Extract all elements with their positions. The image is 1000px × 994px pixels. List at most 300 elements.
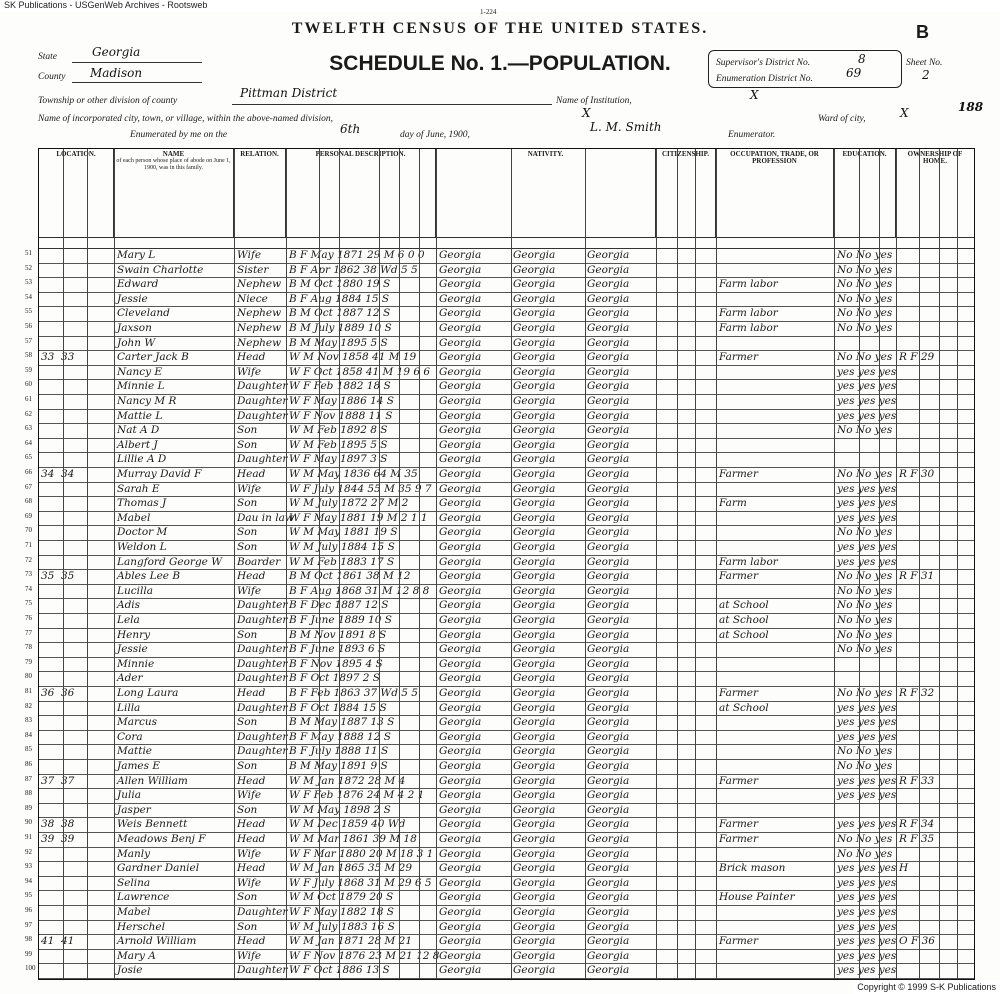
cell-b3: Georgia: [587, 409, 630, 422]
cell-ed: No No yes: [837, 599, 893, 612]
cell-rel: Nephew: [237, 336, 282, 349]
cell-b3: Georgia: [587, 833, 630, 845]
cell-name: Weis Bennett: [117, 818, 188, 831]
enumerated-day: 6th: [340, 122, 361, 136]
cell-name: Jasper: [117, 803, 151, 816]
cell-b3: Georgia: [587, 424, 630, 437]
cell-ed: yes yes yes: [837, 541, 897, 553]
cell-name: Adis: [117, 599, 141, 612]
cell-b2: Georgia: [513, 351, 556, 364]
cell-ed: yes yes yes: [837, 380, 897, 393]
cell-b3: Georgia: [587, 599, 630, 612]
cell-rel: Daughter: [237, 964, 288, 977]
state-line: [72, 62, 202, 63]
supervisor-value: 8: [858, 52, 866, 66]
cell-b3: Georgia: [587, 935, 630, 948]
cell-desc: W M Oct 1879 20 S: [289, 891, 394, 904]
cell-desc: B F Feb 1863 37 Wd 5 5: [289, 687, 418, 699]
line-number: 53: [25, 278, 32, 287]
cell-rel: Daughter: [237, 672, 288, 685]
cell-b2: Georgia: [513, 599, 556, 612]
cell-ed: yes yes yes: [837, 482, 897, 495]
cell-rel: Daughter: [237, 395, 288, 407]
cell-name: Carter Jack B: [117, 351, 189, 364]
cell-b1: Georgia: [439, 774, 482, 787]
cell-name: Lilla: [117, 701, 141, 714]
cell-ed: yes yes yes: [837, 730, 897, 743]
county-line: [72, 82, 202, 83]
cell-fam: 33: [61, 351, 75, 364]
cell-b2: Georgia: [513, 278, 556, 291]
line-number: 74: [25, 584, 32, 593]
cell-ed: yes yes yes: [837, 701, 897, 714]
line-number: 76: [25, 614, 32, 622]
cell-b3: Georgia: [587, 643, 630, 656]
cell-rel: Head: [237, 818, 266, 831]
cell-rel: Head: [237, 570, 266, 583]
line-number: 70: [25, 526, 32, 535]
cell-rel: Sister: [237, 263, 269, 276]
cell-b1: Georgia: [439, 380, 482, 393]
cell-rel: Daughter: [237, 745, 288, 758]
cell-own: R F 33: [899, 774, 935, 787]
line-number: 95: [25, 891, 32, 900]
cell-rel: Son: [237, 424, 258, 437]
cell-b3: Georgia: [587, 307, 630, 320]
cell-desc: W F Feb 1882 18 S: [289, 380, 391, 393]
cell-desc: B F June 1893 6 S: [289, 643, 386, 656]
cell-ed: No No yes: [837, 833, 893, 845]
sheet-label: Sheet No.: [906, 58, 943, 68]
line-number: 100: [25, 964, 36, 973]
cell-b2: Georgia: [513, 336, 556, 349]
cell-b2: Georgia: [513, 409, 556, 422]
cell-own: O F 36: [899, 935, 935, 948]
cell-b3: Georgia: [587, 847, 630, 860]
cell-desc: W M Mar 1861 39 M 18: [289, 833, 417, 845]
cell-dw: 38: [41, 818, 55, 831]
ward-value: X: [900, 106, 909, 120]
census-table: [25, 148, 975, 980]
cell-occ: Farmer: [719, 468, 759, 480]
cell-desc: W M Dec 1859 40 Wd: [289, 818, 406, 831]
cell-b1: Georgia: [439, 891, 482, 904]
line-number: 73: [25, 570, 32, 579]
cell-rel: Head: [237, 862, 266, 875]
cell-occ: Farmer: [719, 687, 759, 699]
cell-b2: Georgia: [513, 307, 556, 320]
cell-ed: yes yes yes: [837, 876, 897, 889]
cell-dw: 41: [41, 935, 55, 948]
cell-b2: Georgia: [513, 453, 556, 466]
cell-name: Mattie L: [117, 409, 163, 422]
cell-b3: Georgia: [587, 774, 630, 787]
cell-name: Nat A D: [117, 424, 160, 437]
cell-b2: Georgia: [513, 833, 556, 845]
cell-desc: W F May 1882 18 S: [289, 906, 394, 918]
cell-b1: Georgia: [439, 365, 482, 378]
cell-desc: W M May 1898 2 S: [289, 803, 391, 816]
cell-b3: Georgia: [587, 906, 630, 918]
ward-label: Ward of city,: [818, 114, 866, 124]
cell-b1: Georgia: [439, 351, 482, 364]
cell-ed: No No yes: [837, 351, 893, 364]
cell-b1: Georgia: [439, 249, 482, 261]
cell-b1: Georgia: [439, 920, 482, 933]
cell-ed: yes yes yes: [837, 774, 897, 787]
column-divider: [419, 149, 420, 979]
cell-b3: Georgia: [587, 380, 630, 393]
cell-b3: Georgia: [587, 862, 630, 875]
cell-own: H: [899, 862, 909, 875]
cell-desc: W M July 1872 27 M 2: [289, 497, 409, 510]
cell-ed: yes yes yes: [837, 511, 897, 524]
cell-b2: Georgia: [513, 395, 556, 407]
cell-name: Arnold William: [117, 935, 197, 948]
cell-occ: at School: [719, 628, 769, 641]
cell-occ: at School: [719, 614, 769, 626]
cell-b1: Georgia: [439, 278, 482, 291]
line-number: 78: [25, 643, 32, 652]
cell-b3: Georgia: [587, 876, 630, 889]
cell-b3: Georgia: [587, 745, 630, 758]
cell-desc: W M Feb 1892 8 S: [289, 424, 388, 437]
name-header: NAME of each person whose place of abode on June 1, 1900, was in this family.: [114, 149, 234, 237]
cell-rel: Wife: [237, 949, 262, 962]
cell-rel: Son: [237, 497, 258, 510]
cell-desc: B M May 1895 5 S: [289, 336, 388, 349]
enumerator-name: L. M. Smith: [590, 120, 662, 134]
cell-dw: 37: [41, 774, 55, 787]
cell-b2: Georgia: [513, 438, 556, 451]
cell-name: Mabel: [117, 511, 151, 524]
cell-name: Albert J: [117, 438, 158, 451]
cell-desc: B F Nov 1895 4 S: [289, 657, 383, 670]
supervisor-label: Supervisor's District No.: [716, 58, 811, 68]
column-divider: [677, 149, 678, 979]
cell-ed: No No yes: [837, 263, 893, 276]
cell-b3: Georgia: [587, 278, 630, 291]
cell-rel: Son: [237, 716, 258, 729]
cell-desc: W M Feb 1883 17 S: [289, 555, 395, 568]
ownership-header: OWNERSHIP OF HOME.: [907, 150, 963, 165]
nativity-header: NATIVITY.: [436, 149, 656, 237]
cell-desc: W F July 1868 31 M 29 6 5: [289, 876, 432, 889]
cell-desc: B M July 1889 10 S: [289, 322, 392, 334]
cell-b2: Georgia: [513, 920, 556, 933]
cell-rel: Boarder: [237, 555, 281, 568]
cell-rel: Wife: [237, 365, 262, 378]
cell-b2: Georgia: [513, 468, 556, 480]
cell-name: Lela: [117, 614, 140, 626]
cell-rel: Daughter: [237, 453, 288, 466]
cell-ed: No No yes: [837, 628, 893, 641]
cell-ed: yes yes yes: [837, 409, 897, 422]
cell-ed: No No yes: [837, 278, 893, 291]
cell-desc: W F Feb 1876 24 M 4 2 1: [289, 789, 425, 802]
cell-b1: Georgia: [439, 906, 482, 918]
cell-rel: Head: [237, 687, 266, 699]
cell-name: Meadows Benj F: [117, 833, 206, 845]
cell-desc: B M Oct 1880 19 S: [289, 278, 391, 291]
cell-b1: Georgia: [439, 964, 482, 977]
cell-ed: yes yes yes: [837, 920, 897, 933]
column-divider: [319, 149, 320, 979]
cell-b3: Georgia: [587, 891, 630, 904]
cell-dw: 35: [41, 570, 55, 583]
cell-name: John W: [117, 336, 156, 349]
cell-b2: Georgia: [513, 263, 556, 276]
cell-b2: Georgia: [513, 701, 556, 714]
cell-b3: Georgia: [587, 292, 630, 305]
cell-dw: 36: [41, 687, 55, 699]
cell-b1: Georgia: [439, 789, 482, 802]
enumerated-month: day of June, 1900,: [400, 130, 470, 140]
cell-b1: Georgia: [439, 657, 482, 670]
cell-name: Jaxson: [117, 322, 152, 334]
column-divider: [286, 149, 287, 979]
cell-b3: Georgia: [587, 818, 630, 831]
column-divider: [834, 149, 835, 979]
cell-rel: Head: [237, 935, 266, 948]
cell-ed: yes yes yes: [837, 395, 897, 407]
cell-b1: Georgia: [439, 263, 482, 276]
cell-rel: Daughter: [237, 599, 288, 612]
line-number: 87: [25, 774, 32, 783]
cell-b3: Georgia: [587, 526, 630, 539]
cell-rel: Son: [237, 526, 258, 539]
cell-name: Gardner Daniel: [117, 862, 200, 875]
cell-name: Jessie: [117, 643, 148, 656]
cell-b2: Georgia: [513, 555, 556, 568]
cell-occ: Farmer: [719, 351, 759, 364]
cell-occ: Farm: [719, 497, 747, 510]
cell-b3: Georgia: [587, 701, 630, 714]
cell-desc: B F Oct 1897 2 S: [289, 672, 380, 685]
cell-occ: Farm labor: [719, 278, 778, 291]
cell-b3: Georgia: [587, 672, 630, 685]
line-number: 71: [25, 541, 32, 549]
cell-b2: Georgia: [513, 526, 556, 539]
cell-ed: No No yes: [837, 468, 893, 480]
cell-ed: No No yes: [837, 760, 893, 772]
cell-b1: Georgia: [439, 935, 482, 948]
cell-b1: Georgia: [439, 949, 482, 962]
cell-rel: Head: [237, 468, 266, 480]
cell-b2: Georgia: [513, 292, 556, 305]
cell-b1: Georgia: [439, 599, 482, 612]
cell-name: Herschel: [117, 920, 165, 933]
cell-b1: Georgia: [439, 614, 482, 626]
line-number: 52: [25, 263, 32, 272]
cell-name: Ables Lee B: [117, 570, 181, 583]
line-number: 86: [25, 760, 32, 768]
cell-b3: Georgia: [587, 687, 630, 699]
cell-ed: yes yes yes: [837, 789, 897, 802]
enumerator-label: Enumerator.: [728, 130, 776, 140]
cell-name: Long Laura: [117, 687, 179, 699]
cell-b2: Georgia: [513, 906, 556, 918]
city-value: X: [582, 106, 591, 120]
line-number: 80: [25, 672, 32, 681]
cell-ed: yes yes yes: [837, 365, 897, 378]
cell-b1: Georgia: [439, 701, 482, 714]
cell-name: Nancy E: [117, 365, 163, 378]
township-value: Pittman District: [240, 86, 338, 100]
cell-b2: Georgia: [513, 249, 556, 261]
cell-rel: Son: [237, 541, 258, 553]
cell-b1: Georgia: [439, 833, 482, 845]
line-number: 85: [25, 745, 32, 754]
cell-occ: Brick mason: [719, 862, 786, 875]
line-number: 61: [25, 395, 32, 403]
cell-rel: Wife: [237, 847, 262, 860]
cell-name: Langford George W: [117, 555, 223, 568]
line-number: 67: [25, 482, 32, 491]
cell-rel: Son: [237, 760, 258, 772]
cell-fam: 34: [61, 468, 75, 480]
cell-rel: Niece: [237, 292, 268, 305]
cell-b1: Georgia: [439, 628, 482, 641]
column-divider: [339, 149, 340, 979]
cell-name: Julia: [117, 789, 141, 802]
cell-name: Josie: [117, 964, 143, 977]
cell-name: Sarah E: [117, 482, 160, 495]
line-number: 55: [25, 307, 32, 316]
cell-b2: Georgia: [513, 511, 556, 524]
cell-occ: at School: [719, 599, 769, 612]
county-label: County: [38, 72, 66, 82]
cell-name: Swain Charlotte: [117, 263, 204, 276]
cell-rel: Son: [237, 628, 258, 641]
cell-name: Jessie: [117, 292, 148, 305]
state-label: State: [38, 52, 57, 62]
location-header: LOCATION.: [39, 149, 114, 237]
cell-desc: B F Dec 1887 12 S: [289, 599, 389, 612]
cell-desc: W M May 1881 19 S: [289, 526, 398, 539]
cell-desc: B F Oct 1884 15 S: [289, 701, 387, 714]
line-number: 92: [25, 847, 32, 856]
line-number: 90: [25, 818, 32, 827]
column-divider: [716, 149, 717, 979]
column-divider: [399, 149, 400, 979]
cell-ed: No No yes: [837, 526, 893, 539]
ward-number: 188: [958, 100, 984, 114]
cell-b2: Georgia: [513, 322, 556, 334]
cell-b3: Georgia: [587, 365, 630, 378]
cell-b2: Georgia: [513, 876, 556, 889]
township-label: Township or other division of county: [38, 96, 178, 106]
cell-desc: B F May 1871 29 M 6 0 0: [289, 249, 425, 261]
cell-fam: 41: [61, 935, 75, 948]
cell-rel: Nephew: [237, 278, 282, 291]
cell-rel: Wife: [237, 482, 262, 495]
cell-rel: Daughter: [237, 701, 288, 714]
cell-b1: Georgia: [439, 730, 482, 743]
cell-b1: Georgia: [439, 395, 482, 407]
cell-b3: Georgia: [587, 949, 630, 962]
cell-rel: Head: [237, 833, 266, 845]
line-number: 96: [25, 906, 32, 914]
cell-b2: Georgia: [513, 643, 556, 656]
cell-name: Murray David F: [117, 468, 202, 480]
cell-ed: No No yes: [837, 570, 893, 583]
cell-dw: 33: [41, 351, 55, 364]
cell-desc: W F Nov 1876 23 M 21 12 8: [289, 949, 440, 962]
cell-b1: Georgia: [439, 803, 482, 816]
township-line: [232, 104, 552, 105]
cell-b2: Georgia: [513, 657, 556, 670]
cell-name: Minnie L: [117, 380, 165, 393]
cell-dw: 39: [41, 833, 55, 845]
cell-own: R F 35: [899, 833, 935, 845]
cell-rel: Nephew: [237, 307, 282, 320]
cell-name: Ader: [117, 672, 143, 685]
cell-ed: yes yes yes: [837, 555, 897, 568]
cell-b3: Georgia: [587, 453, 630, 466]
column-divider: [939, 149, 940, 979]
line-number: 93: [25, 862, 32, 871]
line-number: 64: [25, 438, 32, 447]
column-divider: [695, 149, 696, 979]
page-code: 1-224: [480, 8, 497, 16]
county-value: Madison: [90, 66, 143, 80]
cell-desc: B M Nov 1891 8 S: [289, 628, 387, 641]
personal-header: PERSONAL DESCRIPTION.: [286, 149, 436, 237]
cell-b3: Georgia: [587, 789, 630, 802]
enumeration-label: Enumeration District No.: [716, 74, 813, 84]
line-number: 88: [25, 789, 32, 798]
cell-name: Mary A: [117, 949, 156, 962]
cell-b1: Georgia: [439, 292, 482, 305]
cell-desc: W F Oct 1886 13 S: [289, 964, 390, 977]
cell-occ: Farmer: [719, 818, 759, 831]
cell-desc: B F July 1888 11 S: [289, 745, 389, 758]
cell-b1: Georgia: [439, 541, 482, 553]
cell-b2: Georgia: [513, 818, 556, 831]
cell-name: Manly: [117, 847, 151, 860]
cell-rel: Head: [237, 351, 266, 364]
cell-b3: Georgia: [587, 482, 630, 495]
line-number: 91: [25, 833, 32, 841]
line-number: 75: [25, 599, 32, 608]
cell-desc: W F July 1844 55 M 35 9 7: [289, 482, 432, 495]
city-label: Name of incorporated city, town, or village, within the above-named division,: [38, 114, 333, 124]
cell-b2: Georgia: [513, 847, 556, 860]
line-number: 82: [25, 701, 32, 710]
cell-name: Lawrence: [117, 891, 170, 904]
cell-desc: B F June 1889 10 S: [289, 614, 392, 626]
line-number: 65: [25, 453, 32, 462]
column-divider: [919, 149, 920, 979]
cell-ed: No No yes: [837, 745, 893, 758]
cell-b3: Georgia: [587, 438, 630, 451]
cell-rel: Son: [237, 803, 258, 816]
cell-b1: Georgia: [439, 687, 482, 699]
cell-own: R F 32: [899, 687, 935, 699]
education-header: EDUCATION.: [834, 149, 896, 237]
line-number: 66: [25, 468, 32, 476]
cell-b1: Georgia: [439, 453, 482, 466]
cell-rel: Nephew: [237, 322, 282, 334]
cell-b2: Georgia: [513, 774, 556, 787]
cell-desc: W F Mar 1880 20 M 18 3 1: [289, 847, 434, 860]
cell-b1: Georgia: [439, 716, 482, 729]
cell-name: Weldon L: [117, 541, 167, 553]
column-divider: [63, 149, 64, 979]
line-number: 98: [25, 935, 32, 944]
line-number: 56: [25, 322, 32, 330]
